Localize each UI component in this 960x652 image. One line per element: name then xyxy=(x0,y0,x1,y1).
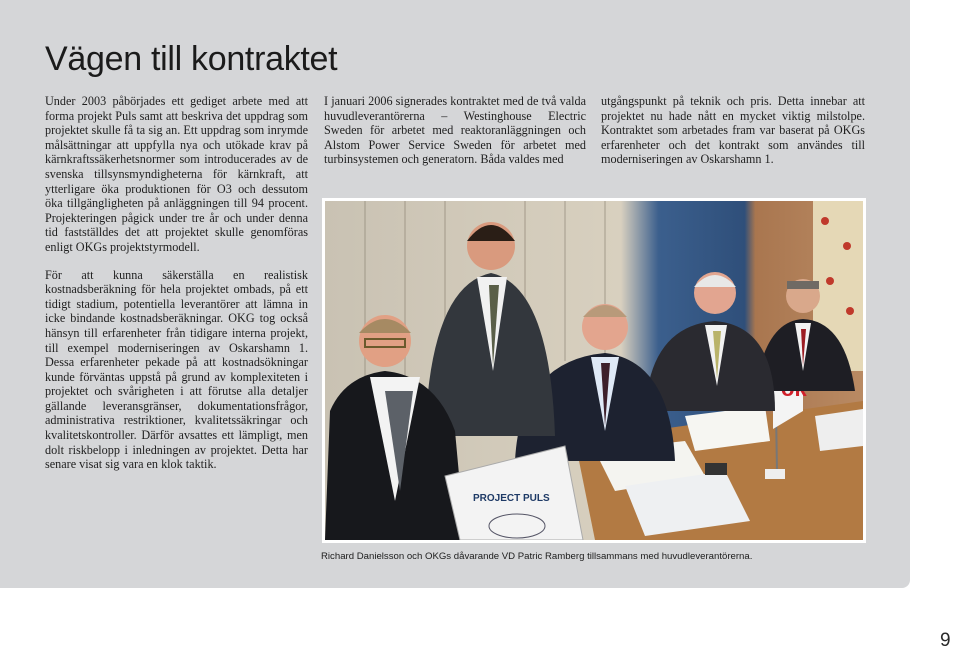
text-column-3 xyxy=(601,94,865,180)
page-title: Vägen till kontraktet xyxy=(45,40,338,78)
paragraph: utgångspunkt på teknik och pris. Detta innebar att projektet nu hade nått en mycket viktig milstolpe. Kontraktet som arbetades fram var baserat på OKGs erfarenheter och det kontrakt som användes till moderniseringen av Oskarshamn 1. xyxy=(601,94,865,167)
paragraph: I januari 2006 signerades kontraktet med de två valda huvudleverantörerna – Westinghouse Electric Sweden för arbetet med reaktoranläggningen och Alstom Power Service Sweden för arbetet med turbinsystemen och generatorn. Båda valdes med xyxy=(324,94,586,167)
photo-frame xyxy=(322,198,866,543)
photo-caption: Richard Danielsson och OKGs dåvarande VD Patric Ramberg tillsammans med huvudleverantörerna. xyxy=(321,551,753,562)
page-number: 9 xyxy=(940,630,951,651)
paragraph: Under 2003 påbörjades ett gediget arbete med att forma projekt Puls samt att beskriva det uppdrag som projektet skulle få ta sig an. Ett uppdrag som inrymde målsättningar att uppfylla nya och utökade krav på kärnkraftssäkerhetsnormer som introducerades av de svenska tillsynsmyndigheterna för kärnkraft, att ytterligare öka produktionen för O3 och dessutom öka tillgängligheten på anläggningen till 94 procent. Projekteringen pågick under tre år och under denna tid fastställdes det att projektet skulle genomföras enligt OKGs projektstyrmodell. xyxy=(45,94,308,254)
contract-signing-photo xyxy=(325,201,863,540)
text-column-1 xyxy=(45,94,308,485)
paragraph: För att kunna säkerställa en realistisk kostnadsberäkning för hela projektet ombads, på ett tidigt stadium, potentiella leverantörer att lämna in icke bindande kostnadsberäkningar. OKG tog också hänsyn till erfarenheter från tidigare interna projekt, till exempel moderniseringen av Oskarshamn 1. Dessa erfarenheter pekade på att kostnadsökningar kunde förväntas uppstå på grund av komplexiteten i projektet och svårigheten i att förutse alla detaljer gällande leveransgränser, dokumentationsfrågor, administrativa restriktioner, kvalitetssäkringar och kvalitetskontroller. Därför avsattes ett lämpligt, men dolt riskbelopp i inledningen av projektet. Detta har senare visat sig vara en klok taktik. xyxy=(45,267,308,472)
box-label: PROJECT PULS xyxy=(473,493,550,504)
text-column-2 xyxy=(324,94,586,180)
